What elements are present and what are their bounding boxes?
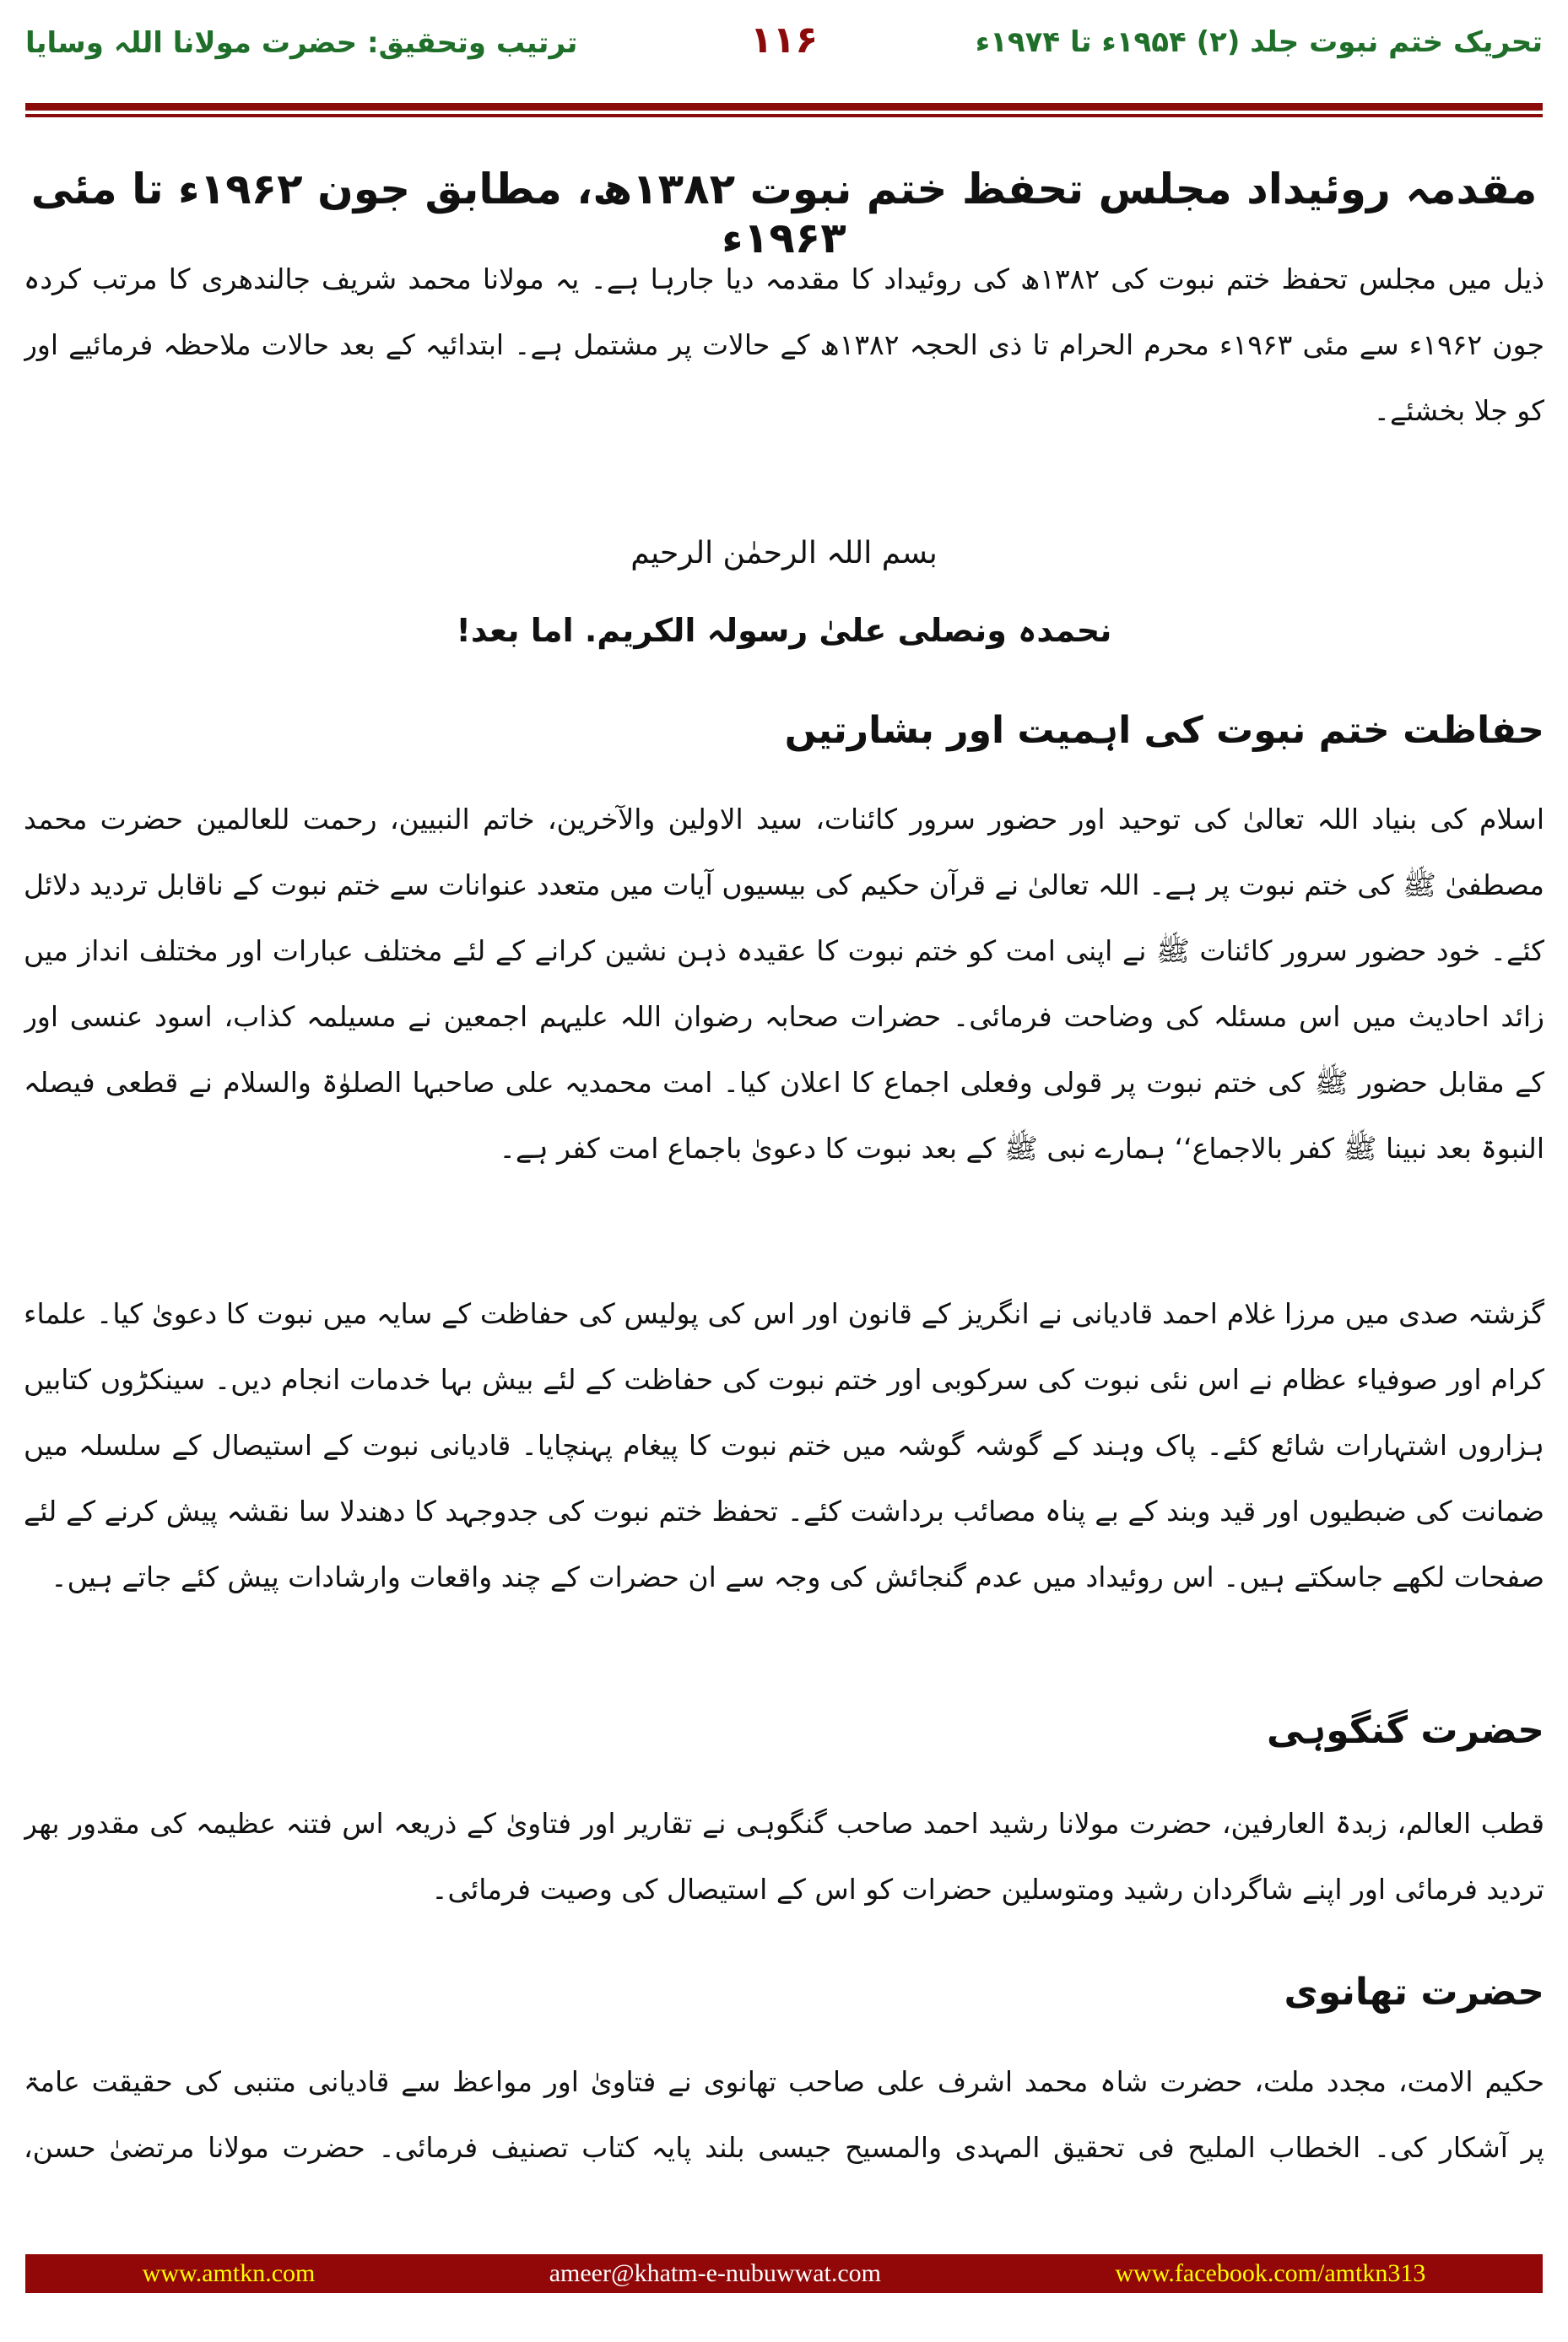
text-line: پر آشکار کی۔ الخطاب الملیح فی تحقیق المہدی والمسیح جیسی بلند پایہ کتاب تصنیف فرمائی۔ حضرت مولانا مرتضیٰ حسن،	[24, 2131, 1544, 2164]
text-line: کے مقابل حضور ﷺ کی ختم نبوت پر قولی وفعلی اجماع کا اعلان کیا۔ امت محمدیہ علی صاحبہا الصلوٰۃ والسلام نے قطعی فیصلہ	[24, 1066, 1544, 1099]
text-line: ذیل میں مجلس تحفظ ختم نبوت کی ۱۳۸۲ھ کی روئیداد کا مقدمہ دیا جارہا ہے۔ یہ مولانا محمد شریف جالندھری کا مرتب کردہ	[24, 262, 1544, 295]
text-line: مصطفیٰ ﷺ کی ختم نبوت پر ہے۔ اللہ تعالیٰ نے قرآن حکیم کی بیسیوں آیات میں متعدد عنوانات سے ختم نبوت کے ناقابل تردید دلائل	[24, 868, 1544, 901]
text-line: النبوۃ بعد نبینا ﷺ کفر بالاجماع‘‘ ہمارے نبی ﷺ کے بعد نبوت کا دعویٰ باجماع امت کفر ہے۔	[499, 1132, 1544, 1165]
text-line: کئے۔ خود حضور سرور کائنات ﷺ نے اپنی امت کو ختم نبوت کا عقیدہ ذہن نشین کرانے کے لئے مختلف عبارات اور مختلف انداز میں	[24, 934, 1544, 967]
section3-paragraph	[24, 2049, 1544, 2181]
footer-bar	[25, 2254, 1543, 2293]
section-heading: حفاظت ختم نبوت کی اہمیت اور بشارتیں	[784, 709, 1544, 752]
nahmaduhu: نحمدہ ونصلی علیٰ رسولہ الکریم. اما بعد!	[456, 612, 1112, 649]
page-title: مقدمہ روئیداد مجلس تحفظ ختم نبوت ۱۳۸۲ھ، مطابق جون ۱۹۶۲ء تا مئی ۱۹۶۳ء	[30, 165, 1538, 262]
text-line: زائد احادیث میں اس مسئلہ کی وضاحت فرمائی۔ حضرات صحابہ رضوان اللہ علیہم اجمعین نے مسیلمہ کذاب، اسود عنسی اور	[24, 1000, 1544, 1033]
book-title: تحریک ختم نبوت جلد (۲) ۱۹۵۴ء تا ۱۹۷۴ء	[975, 25, 1543, 59]
email-link[interactable]: ameer@khatm-e-nubuwwat.com	[549, 2259, 882, 2287]
section2-paragraph	[24, 1791, 1544, 1923]
header-rule-thick	[25, 103, 1543, 111]
compiler-credit: ترتیب وتحقیق: حضرت مولانا اللہ وسایا	[25, 26, 578, 60]
text-line: گزشتہ صدی میں مرزا غلام احمد قادیانی نے انگریز کے قانون اور اس کی پولیس کی حفاظت کے سایہ میں نبوت کا دعویٰ کیا۔ علماء	[24, 1297, 1544, 1330]
text-line: تردید فرمائی اور اپنے شاگردان رشید ومتوسلین حضرات کو اس کے استیصال کی وصیت فرمائی۔	[431, 1873, 1544, 1906]
bismillah: بسم اللہ الرحمٰن الرحیم	[630, 536, 938, 571]
section1-paragraph1	[24, 787, 1544, 1182]
section-heading: حضرت گنگوہی	[1267, 1709, 1544, 1752]
text-line: اسلام کی بنیاد اللہ تعالیٰ کی توحید اور حضور سرور کائنات، سید الاولین والآخرین، خاتم النبیین، رحمت للعالمین حضرت محمد	[24, 803, 1544, 836]
section-heading: حضرت تھانوی	[1284, 1971, 1544, 2014]
intro-paragraph	[24, 246, 1544, 444]
text-line: جون ۱۹۶۲ء سے مئی ۱۹۶۳ء محرم الحرام تا ذی الحجہ ۱۳۸۲ھ کے حالات پر مشتمل ہے۔ ابتدائیہ کے بعد حالات ملاحظہ فرمائیے اور	[24, 328, 1544, 361]
text-line: ہزاروں اشتہارات شائع کئے۔ پاک وہند کے گوشہ گوشہ میں ختم نبوت کا پیغام پہنچایا۔ قادیانی نبوت کے استیصال کے سلسلہ میں	[24, 1429, 1544, 1462]
text-line: قطب العالم، زبدۃ العارفین، حضرت مولانا رشید احمد صاحب گنگوہی نے تقاریر اور فتاویٰ کے ذریعہ اس فتنہ عظیمہ کی مقدور بھر	[24, 1807, 1544, 1840]
page-number: ۱۱۶	[749, 19, 819, 62]
text-line: ضمانت کی ضبطیوں اور قید وبند کے بے پناہ مصائب برداشت کئے۔ تحفظ ختم نبوت کی جدوجہد کا دھندلا سا نقشہ پیش کرنے کے لئے	[24, 1495, 1544, 1528]
text-line: حکیم الامت، مجدد ملت، حضرت شاہ محمد اشرف علی صاحب تھانوی نے فتاویٰ اور مواعظ سے قادیانی متنبی کی حقیقت عامۃ	[24, 2065, 1544, 2098]
header-rule-thin	[25, 114, 1543, 117]
text-line: کرام اور صوفیاء عظام نے اس نئی نبوت کی سرکوبی اور ختم نبوت کی حفاظت کے لئے بیش بہا خدمات انجام دیں۔ سینکڑوں کتابیں	[24, 1363, 1544, 1396]
website-link[interactable]: www.amtkn.com	[142, 2259, 316, 2287]
text-line: کو جلا بخشئے۔	[1373, 394, 1544, 427]
facebook-link[interactable]: www.facebook.com/amtkn313	[1115, 2259, 1426, 2287]
text-line: صفحات لکھے جاسکتے ہیں۔ اس روئیداد میں عدم گنجائش کی وجہ سے ان حضرات کے چند واقعات وارشادات پیش کئے جاتے ہیں۔	[51, 1560, 1544, 1593]
section1-paragraph2	[24, 1281, 1544, 1610]
